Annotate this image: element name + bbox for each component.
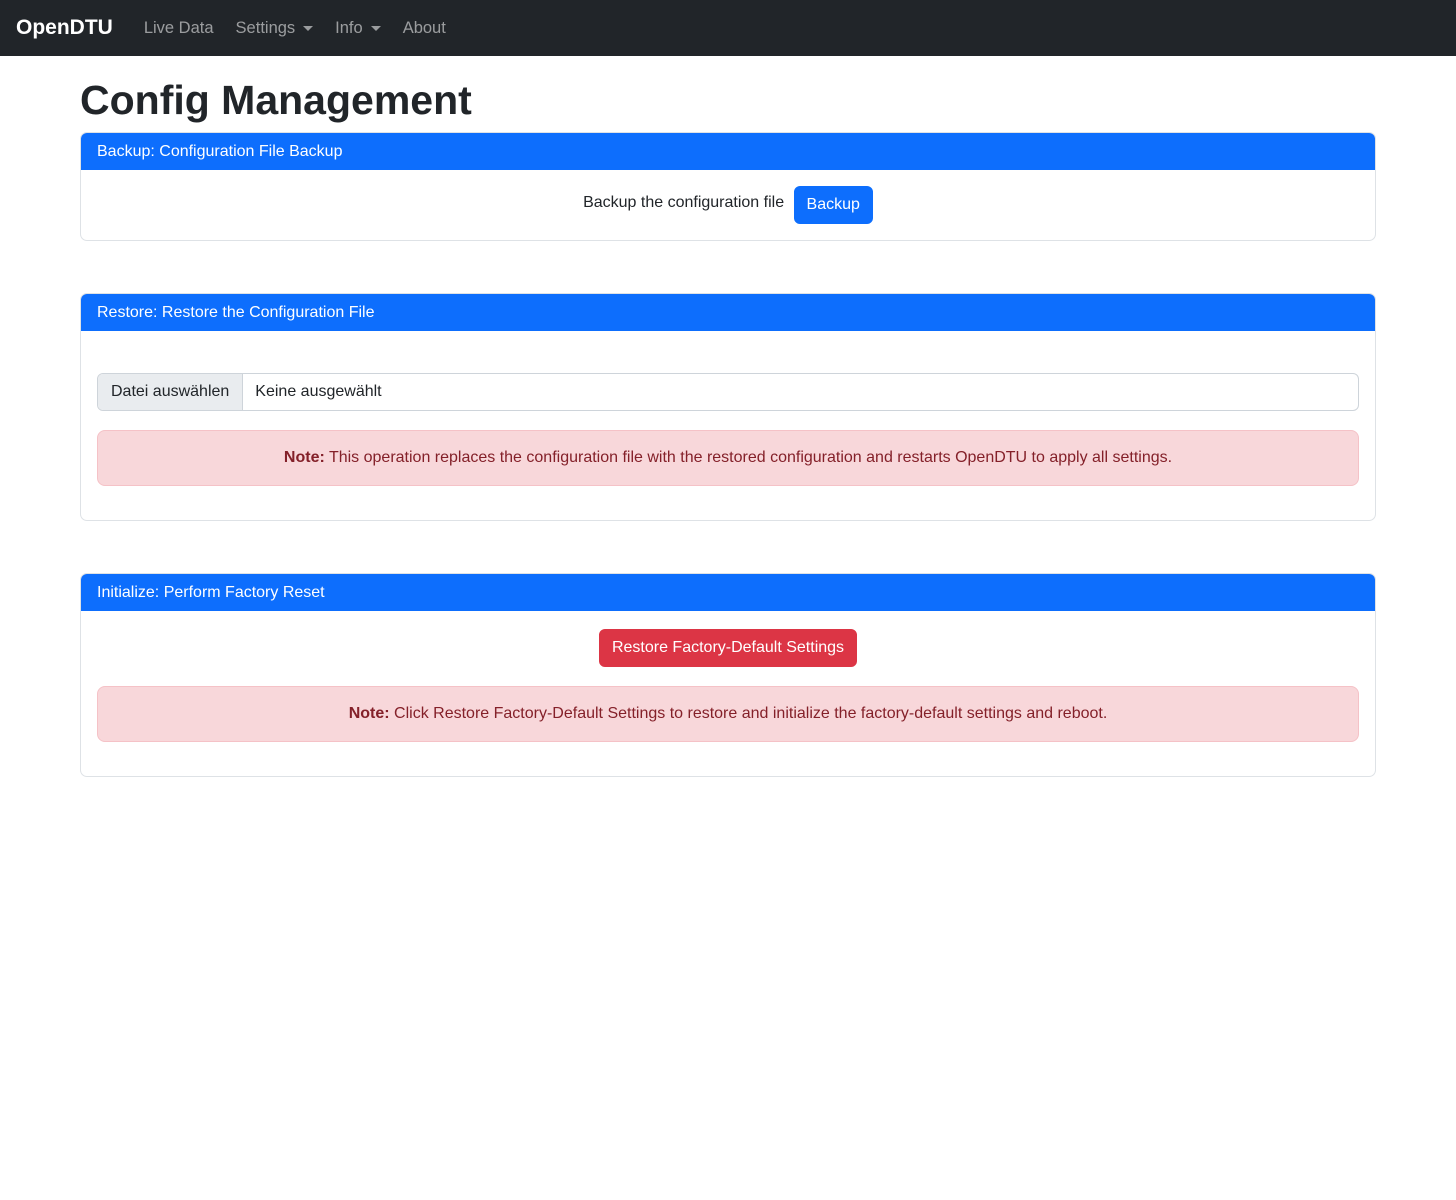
initialize-card-body [81,611,1375,776]
file-selected-value: Keine ausgewählt [255,383,382,400]
initialize-card-header: Initialize: Perform Factory Reset [81,574,1375,611]
initialize-note-text: Click Restore Factory-Default Settings to restore and initialize the factory-default settings and reboot. [394,705,1108,722]
file-choose-button[interactable]: Datei auswählen [98,374,243,410]
initialize-note-alert [97,686,1359,742]
backup-description: Backup the configuration file [583,194,785,211]
navbar [0,0,1456,56]
nav-item-live-data[interactable]: Live Data [143,18,214,37]
brand-opendtu[interactable]: OpenDTU [16,16,113,39]
backup-card-body [81,170,1375,240]
restore-note-text: This operation replaces the configuration file with the restored configuration and restarts OpenDTU to apply all settings. [328,449,1173,466]
chevron-down-icon [303,26,313,31]
navbar-links [135,11,459,46]
restore-card-header: Restore: Restore the Configuration File [81,294,1375,331]
note-label: Note: [348,705,390,722]
config-file-input[interactable] [97,373,1359,411]
nav-item-about[interactable]: About [402,18,446,37]
restore-card [80,293,1376,521]
page-title: Config Management [80,77,472,123]
backup-button[interactable]: Backup [794,186,873,224]
main-container [68,77,1388,777]
nav-item-info[interactable] [326,11,390,46]
factory-reset-button[interactable]: Restore Factory-Default Settings [599,629,857,667]
nav-item-settings-label: Settings [235,18,296,37]
chevron-down-icon [371,26,381,31]
nav-item-info-label: Info [335,18,363,37]
note-label: Note: [283,449,325,466]
backup-card-header: Backup: Configuration File Backup [81,133,1375,170]
initialize-card [80,573,1376,777]
restore-note-alert [97,430,1359,486]
restore-card-body [81,331,1375,520]
backup-card [80,132,1376,241]
nav-item-settings[interactable] [227,11,323,46]
